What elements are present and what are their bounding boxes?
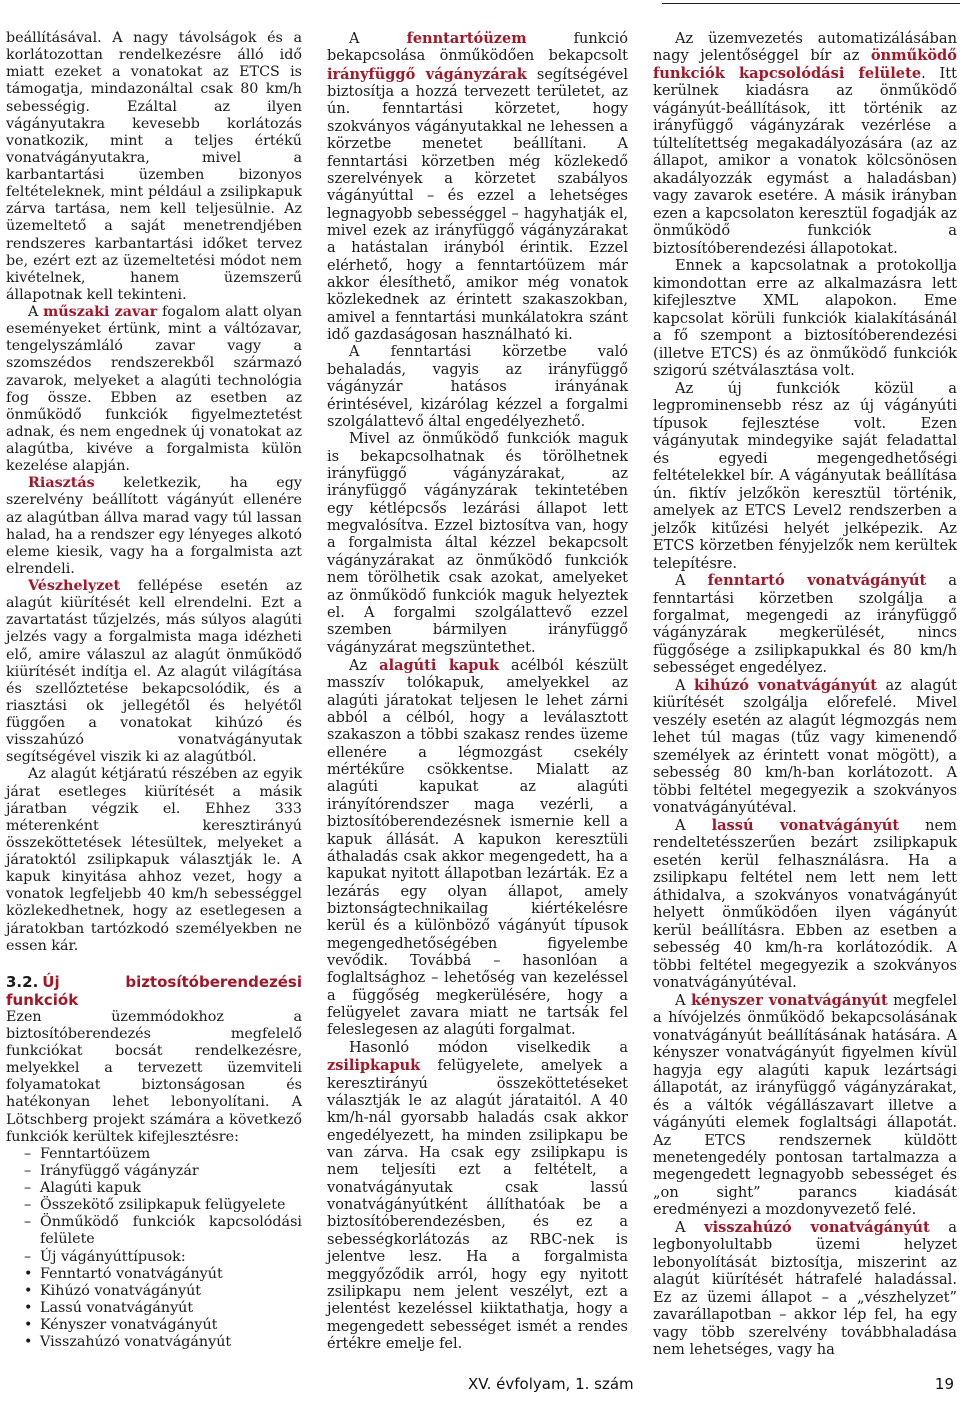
- list-item: • Visszahúzó vonatvágányút: [6, 1334, 302, 1351]
- term: önműködő funkciók kapcsolódási felülete: [653, 47, 957, 82]
- paragraph: A kényszer vonatvágányút megfelel a hívójelzés önműködő bekapcsolásának vonatvágányút beállításának hatására. A kényszer vonatvágányút figyelmen kívül hagyja egy alagúti kapuk lezártsági állapotát, az irányfüggő vágányzárakat, és a váltók végállászavart illetve a vágányúti elemek foglaltsági állapotát. Az ETCS rendszernek küldött menetengedély pontosan tartalmazza a megengedett legnagyobb sebességet és „on sight” parancs kiadását eredményezi a mozdonyvezető felé.: [653, 991, 958, 1219]
- paragraph: A visszahúzó vonatvágányút a legbonyolultabb üzemi helyzet lebonyolítását biztosítja, miszerint az alagút kiürítését hátrafelé haladással. Ez az üzemi állapot – a „vészhelyzet” zavarállapotban – akkor lép fel, ha egy vagy több szerelvény továbbhaladása nem lehetséges, vagy ha: [653, 1218, 957, 1359]
- paragraph: A fenntartási körzetbe való behaladás, vagyis az irányfüggő vágányzár hatásos irányának érintésével, kizárólag kézzel a forgalmi szolgálattevő által engedélyezhető.: [327, 344, 628, 430]
- term: fenntartó vonatvágányút: [707, 572, 927, 590]
- term: lassú vonatvágányút: [711, 816, 900, 834]
- paragraph: A lassú vonatvágányút nem rendeltetésszerűen bezárt zsilipkapuk esetén kerül felhasználásra. Ha a zsilipkapu feltétel nem lett nem lett áthidalva, a szokványos vonatvágányút helyett önműködően ilyen vágányút kerül beállításra. Ebben az esetben a sebesség 40 km/h-ra korlátozódik. A többi feltétel megegyezik a szokványos vonatvágányútéval.: [653, 816, 958, 992]
- paragraph: Hasonló módon viselkedik a zsilipkapuk felügyelete, amelyek a keresztirányú összeköttetéseket választják le az alagút járataitól. A 40 km/h-nál gyorsabb haladás csak akkor engedélyezett, ha minden zsilipkapu be van zárva. Ha csak egy zsilipkapu is nem teljesíti ezt a feltételt, a vonatvágányutak csak lassú vonatvágányútként állíthatóak be a biztosítóberendezésben, és ez a sebességkorlátozás az RBC-nek is jelentve lesz. Ha a forgalmista meggyőződik arról, hogy egy nyitott zsilipkapu nem jelent veszélyt, ezt a jelentést kezeléssel kiiktathatja, hogy a megengedett sebességet ismét a rendes értékre emelje fel.: [327, 1039, 628, 1352]
- column-3: [653, 30, 957, 1359]
- term: Riasztás: [28, 475, 95, 492]
- list-item: – Fenntartóüzem: [6, 1146, 302, 1163]
- column-2: [327, 30, 628, 1353]
- term: fenntartóüzem: [406, 30, 527, 47]
- paragraph: Az üzemvezetés automatizálásában nagy jelentőséggel bír az önműködő funkciók kapcsolódási felülete. Itt kerülnek kiadásra az önműködő vágányút-beállítások, itt történik az irányfüggő vágányzárak vezérlése a túltelítettség megakadályozására (az az állapot, amikor a vonatok kölcsönösen akadályozzák egymást a haladásban) vagy zavarok esetére. A másik irányban ezen a kapcsolaton keresztül fogadják az önműködő funkciók a biztosítóberendezési állapotokat.: [653, 30, 957, 257]
- list-item: – Önműködő funkciók kapcsolódási felülete: [6, 1214, 302, 1248]
- paragraph: Ennek a kapcsolatnak a protokollja kimondottan erre az alkalmazásra lett kifejlesztve XML alapokon. Eme kapcsolat körüli funkciók kialakításánál a fő szempont a biztosítóberendezési (illetve ETCS) és az önműködő funkciók szigorú szétválasztása volt.: [653, 257, 957, 380]
- paragraph: Az új funkciók közül a legprominensebb rész az új vágányúti típusok fejlesztése volt. Ezen vágányutak mindegyike saját feladattal és egyedi megengedhetőségi feltételekkel bír. A vágányutak beállítása ún. fiktív jelzőkön keresztül történik, amelyek az ETCS Level2 rendszerben a jelzők kitűzési helyét jelképezik. Az ETCS körzetben fényjelzők nem kerültek telepítésre.: [653, 379, 957, 572]
- term: irányfüggő vágányzárak: [327, 65, 527, 83]
- term: kényszer vonatvágányút: [690, 991, 888, 1009]
- paragraph: A kihúzó vonatvágányút az alagút kiürítését szolgálja előrefelé. Mivel veszély esetén az alagút légmozgás nem lehet túl magas (tűz vagy kimenendő személyek az érintett vonat mögött), a sebesség 80 km/h-ban korlátozott. A többi feltétel megegyezik a szokványos vonatvágányútéval.: [653, 676, 958, 817]
- list-item: – Irányfüggő vágányzár: [6, 1163, 302, 1180]
- list-item: – Alagúti kapuk: [6, 1180, 302, 1197]
- list-item: – Új vágányúttípusok:: [6, 1249, 302, 1266]
- route-type-list: [6, 1266, 302, 1352]
- paragraph: A műszaki zavar fogalom alatt olyan eseményeket értünk, mint a váltózavar, tengelyszámláló zavar vagy a szomszédos rendszerekből származó zavarok, melyeket a alagúti technológia fog össze. Ebben az esetben az önműködő funkciók figyelmeztetést adnak, és nem engednek új vonatokat az alagútba, kivéve a forgalmista külön kezelése alapján.: [6, 304, 303, 475]
- paragraph: Ezen üzemmódokhoz a biztosítóberendezés megfelelő funkciókat bocsát rendelkezésre, melyekkel a tervezett üzemviteli folyamatokat biztonságosan és hatékonyan lehet lebonyolítani. A Lötschberg projekt számára a következő funkciók kerültek kifejlesztésre:: [6, 1008, 302, 1145]
- paragraph: beállításával. A nagy távolságok és a korlátozottan rendelkezésre álló idő miatt ezeket a vonatokat az ETCS is támogatja, mindazonáltal csak 80 km/h sebességig. Ezáltal az ilyen vágányutakra kevesebb korlátozás vonatkozik, mint a teljes értékű vonatvágányutakra, mivel a karbantartási üzemben bizonyos feltételeknek, mint például a zsilipkapuk zárva tartása, nem kell teljesülnie. Az üzemeltető a saját menetrendjében rendszeres karbantartási időket tervez be, ezért ezt az üzemeltetési módot nem kivételnek, hanem üzemszerű állapotnak kell tekinteni.: [6, 30, 302, 303]
- header-rule: [662, 3, 960, 4]
- page-number: 19: [934, 1375, 954, 1393]
- paragraph: Riasztás keletkezik, ha egy szerelvény beállított vágányút ellenére az alagútban állva marad vagy túl lassan halad, ha a rendszer egy lényeges alkotó eleme kiesik, vagy ha a forgalmista azt elrendeli.: [6, 475, 303, 577]
- term: visszahúzó vonatvágányút: [704, 1218, 930, 1236]
- paragraph: Vészhelyzet fellépése esetén az alagút kiürítését kell elrendelni. Ezt a zavartatást tűzjelzés, más súlyos alagúti jelzés vagy a forgalmista maga idézheti elő, amire válaszul az alagút önműködő kiürítését indítja el. Az alagút világítása és szellőztetése bekapcsolódik, és a riasztási ok jellegétől és helyétől függően a vonatokat kihúzó és visszahúzó vonatvágányutak segítségével viszik ki az alagútból.: [6, 578, 302, 766]
- list-item: – Összekötő zsilipkapuk felügyelete: [6, 1197, 302, 1214]
- paragraph: Mivel az önműködő funkciók maguk is bekapcsolhatnak és törölhetnek irányfüggő vágányzárakat, az irányfüggő vágányzárak tekintetében egy kétlépcsős lezárási állapot lett megvalósítva. Ezzel biztosítva van, hogy a forgalmista által kézzel bekapcsolt vágányzárakat az önműködő funkciók nem törölhetik csak azokat, amelyeket az önműködő funkciók maguk helyeztek el. A forgalmi szolgálattevő ezzel szemben bármilyen irányfüggő vágányzárat megszüntethet.: [327, 431, 628, 656]
- list-item: • Kényszer vonatvágányút: [6, 1317, 302, 1334]
- term: zsilipkapuk: [327, 1057, 421, 1075]
- paragraph: A fenntartó vonatvágányút a fenntartási körzetben szolgálja a forgalmat, megengedi az irányfüggő vágányzárak megkerülését, nincs függősége a zsilipkapukkal és 80 km/h sebességet engedélyez.: [653, 572, 957, 677]
- term: kihúzó vonatvágányút: [694, 676, 877, 694]
- paragraph: Az alagút kétjáratú részében az egyik járat esetleges kiürítését a másik járatban végzik el. Ehhez 333 méterenként keresztirányú összeköttetések létesültek, melyeket a járatoktól zsilipkapuk választják le. A kapuk kinyitása ahhoz vezet, hogy a vonatok legfeljebb 40 km/h sebességgel közlekedhetnek, hogy az esetlegesen a járatokban tartózkodó személyekben ne essen kár.: [6, 766, 302, 954]
- list-item: • Fenntartó vonatvágányút: [6, 1266, 302, 1283]
- term: műszaki zavar: [43, 304, 158, 320]
- term: Vészhelyzet: [28, 578, 121, 594]
- list-item: • Kihúzó vonatvágányút: [6, 1283, 302, 1300]
- section-heading: 3.2. Új biztosítóberendezési funkciók: [6, 972, 302, 1009]
- paragraph: Az alagúti kapuk acélból készült masszív tolókapuk, amelyekkel az alagúti járatokat teljesen le lehet zárni abból a célból, hogy a leválasztott szakaszon a többi szakasz rendes üzeme ellenére a légmozgást csekély mértékűre csökkentse. Mialatt az alagúti kapukat az alagúti irányítórendszer maga vezérli, a biztosítóberendezésnek ismernie kell a kapuk állását. A kapukon keresztüli áthaladás csak akkor megengedett, ha a kapukat nyitott állapotban lezárták. Ez a lezárás egy olyan állapot, amely biztonságtechnikailag kiértékelésre kerül és a különböző vágányút típusok megengedhetőségében figyelembe vevődik. Továbbá – hasonlóan a foglaltsághoz – lehetőség van kezeléssel a függőség megkerülésére, hogy a felügyelet zavara miatt ne tartsák fel feleslegesen az alagúti forgalmat.: [327, 656, 628, 1039]
- list-item: • Lassú vonatvágányút: [6, 1300, 302, 1317]
- paragraph: A fenntartóüzem funkció bekapcsolása önműködően bekapcsolt irányfüggő vágányzárak segítségével biztosítja a hozzá tervezett területet, az ún. fenntartási körzetet, hogy szokványos vágányutakkal ne lehessen a körzetbe menetet beállítani. A fenntartási körzetben még közlekedő szerelvények a körzetet szabályos vágányúttal – és ezzel a lehetséges legnagyobb sebességgel – hagyhatják el, mivel ezek az irányfüggő vágányzárakat a hatástalan irányból érintik. Ezzel elérhető, hogy a fenntartóüzem már akkor élesíthető, amikor még vonatok közlekednek az érintett szakaszokban, amivel a fenntartási munkálatokra szánt idő gazdaságosan használható ki.: [327, 30, 628, 344]
- term: alagúti kapuk: [379, 656, 500, 674]
- function-list: [6, 1146, 302, 1266]
- column-1: [6, 30, 302, 1351]
- issue-label: XV. évfolyam, 1. szám: [468, 1375, 634, 1393]
